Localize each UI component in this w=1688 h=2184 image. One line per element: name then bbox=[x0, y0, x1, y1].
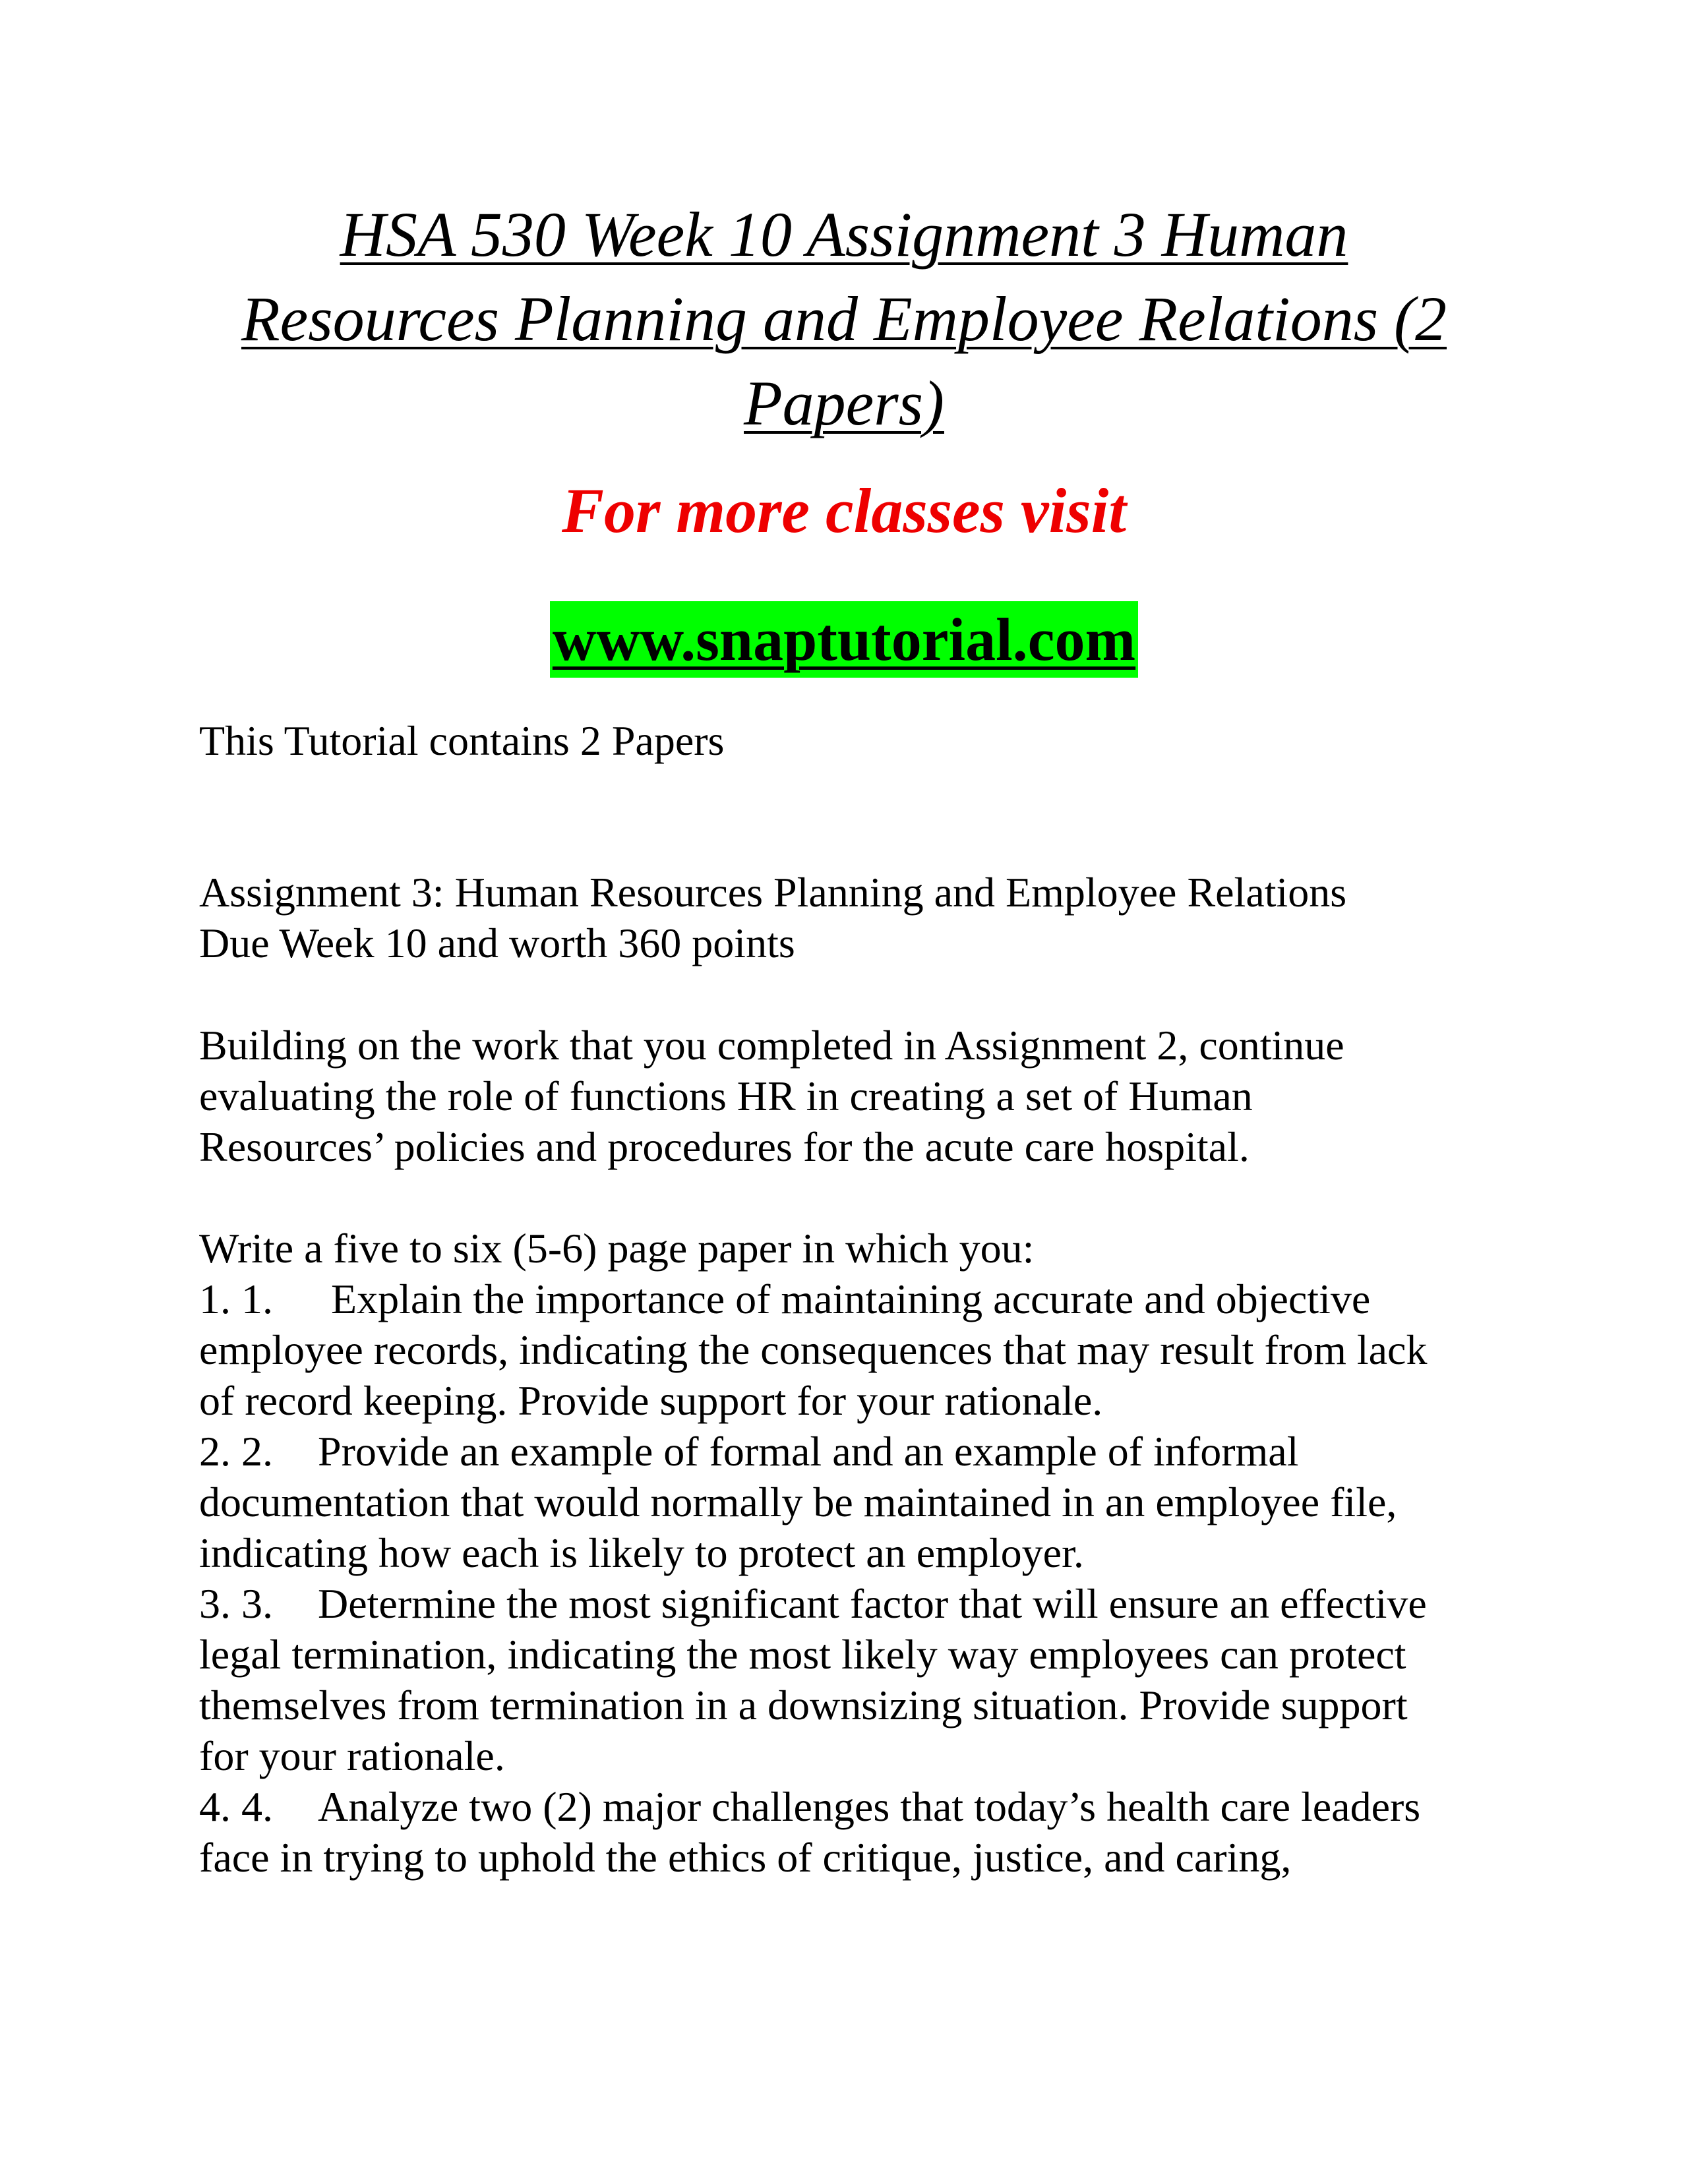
due-line: Due Week 10 and worth 360 points bbox=[199, 920, 795, 966]
list-item-number: 1. 1. bbox=[199, 1276, 273, 1322]
instructions-lead: Write a five to six (5-6) page paper in which you: bbox=[199, 1225, 1035, 1272]
promo-link[interactable]: www.snaptutorial.com bbox=[550, 601, 1138, 678]
list-item bbox=[199, 1781, 1518, 1832]
list-item-continuation: documentation that would normally be maintained in an employee file, bbox=[199, 1479, 1397, 1525]
list-item-continuation: of record keeping. Provide support for your rationale. bbox=[199, 1377, 1103, 1424]
list-item-continuation: employee records, indicating the consequences that may result from lack bbox=[199, 1326, 1428, 1373]
list-item-text: Provide an example of formal and an example of informal bbox=[318, 1428, 1299, 1475]
document-title bbox=[198, 192, 1490, 446]
title-line-3: Papers) bbox=[744, 368, 944, 438]
list-item-text: Explain the importance of maintaining accurate and objective bbox=[331, 1276, 1371, 1322]
list-item-text: Analyze two (2) major challenges that today’s health care leaders bbox=[318, 1783, 1421, 1830]
promo-text: For more classes visit bbox=[562, 475, 1126, 546]
intro-paragraph bbox=[199, 1020, 1518, 1172]
list-item-continuation: for your rationale. bbox=[199, 1732, 505, 1779]
list-item-continuation: legal termination, indicating the most likely way employees can protect bbox=[199, 1631, 1406, 1678]
assignment-heading-block bbox=[199, 867, 1518, 968]
list-item bbox=[199, 1274, 1518, 1324]
list-item-number: 4. 4. bbox=[199, 1783, 273, 1830]
paragraph-line: Resources’ policies and procedures for the acute care hospital. bbox=[199, 1123, 1250, 1170]
intro-line: This Tutorial contains 2 Papers bbox=[199, 717, 725, 764]
title-line-1: HSA 530 Week 10 Assignment 3 Human bbox=[340, 199, 1348, 270]
list-item-number: 2. 2. bbox=[199, 1428, 273, 1475]
list-item-text: Determine the most significant factor that will ensure an effective bbox=[318, 1580, 1427, 1627]
list-item-number: 3. 3. bbox=[199, 1580, 273, 1627]
title-line-2: Resources Planning and Employee Relations (2 bbox=[241, 283, 1447, 354]
list-item-continuation: themselves from termination in a downsizing situation. Provide support bbox=[199, 1682, 1408, 1728]
intro-text bbox=[199, 715, 1518, 766]
list-item bbox=[199, 1578, 1518, 1629]
promo-link-row bbox=[0, 601, 1688, 678]
paragraph-line: Building on the work that you completed in Assignment 2, continue bbox=[199, 1022, 1344, 1069]
list-item bbox=[199, 1426, 1518, 1477]
paragraph-line: evaluating the role of functions HR in creating a set of Human bbox=[199, 1073, 1253, 1119]
list-item-continuation: indicating how each is likely to protect an employer. bbox=[199, 1529, 1084, 1576]
instructions-list bbox=[199, 1223, 1518, 1883]
assignment-heading: Assignment 3: Human Resources Planning and Employee Relations bbox=[199, 869, 1347, 916]
list-item-continuation: face in trying to uphold the ethics of critique, justice, and caring, bbox=[199, 1834, 1292, 1881]
